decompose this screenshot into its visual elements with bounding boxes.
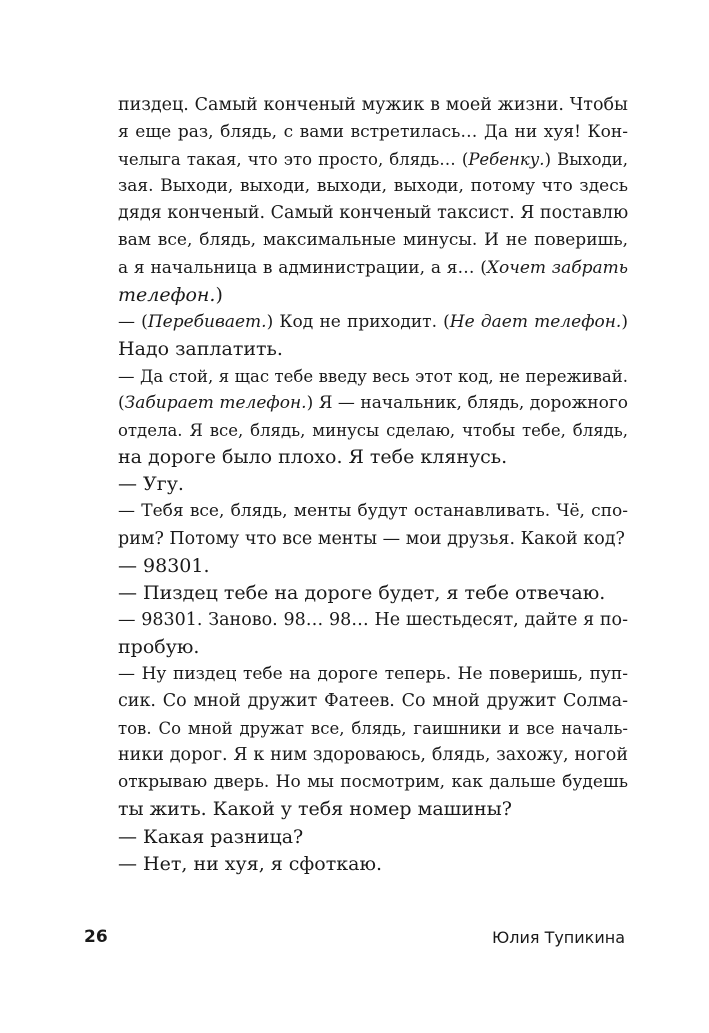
page-number: 26: [84, 927, 108, 947]
stage-direction: Ребенку.: [468, 150, 545, 170]
text-line: [118, 634, 628, 661]
text-segment: пробую.: [118, 635, 200, 658]
text-segment: — 98301.: [118, 554, 210, 577]
text-segment: пиздец. Самый конченый мужик в моей жизни. Чтобы: [118, 95, 628, 115]
text-segment: ) Я — начальник, блядь, дорожного: [306, 393, 628, 414]
running-footer-author: Юлия Тупикина: [491, 928, 625, 947]
text-line: [118, 444, 628, 471]
text-segment: — Пиздец тебе на дороге будет, я тебе отвечаю.: [118, 581, 606, 604]
body-text: [118, 92, 628, 878]
text-segment: Надо заплатить.: [118, 337, 283, 360]
text-line: [118, 607, 628, 634]
text-line: [118, 390, 628, 417]
text-line: [118, 417, 628, 444]
stage-direction: телефон.: [118, 283, 216, 306]
text-line: [118, 200, 628, 227]
text-segment: — Угу.: [118, 473, 184, 496]
text-line: [118, 119, 628, 146]
text-segment: ты жить. Какой у тебя номер машины?: [118, 798, 512, 821]
text-line: [118, 471, 628, 498]
text-segment: я еще раз, блядь, с вами встретилась… Да ни хуя! Кон-: [118, 122, 628, 143]
stage-direction: Не дает телефон.: [449, 311, 622, 332]
text-segment: зая. Выходи, выходи, выходи, выходи, потому что здесь: [118, 176, 628, 197]
text-line: [118, 769, 628, 796]
text-segment: — Да стой, я щас тебе введу весь этот код, не переживай.: [118, 366, 628, 386]
text-segment: — (: [118, 311, 148, 332]
text-segment: — Ну пиздец тебе на дороге теперь. Не поверишь, пуп-: [118, 663, 628, 684]
text-segment: рим? Потому что все менты — мои друзья. Какой код?: [118, 528, 625, 549]
text-segment: вам все, блядь, максимальные минусы. И не поверишь,: [118, 230, 628, 251]
text-segment: — Нет, ни хуя, я сфоткаю.: [118, 852, 383, 875]
stage-direction: Хочет забрать: [486, 257, 628, 278]
text-segment: ): [215, 283, 223, 306]
text-line: [118, 824, 628, 851]
text-line: [118, 742, 628, 769]
text-line: [118, 336, 628, 363]
text-line: [118, 553, 628, 580]
text-line: [118, 255, 628, 282]
text-segment: сик. Со мной дружит Фатеев. Со мной дружит Солма-: [118, 691, 628, 712]
text-line: [118, 715, 628, 742]
text-segment: (: [118, 393, 125, 414]
text-segment: — Тебя все, блядь, менты будут останавливать. Чё, спо-: [118, 501, 628, 522]
text-line: [118, 580, 628, 607]
text-line: [118, 282, 628, 309]
text-line: [118, 526, 628, 553]
text-segment: открываю дверь. Но мы посмотрим, как дальше будешь: [118, 772, 628, 793]
text-segment: а я начальница в администрации, а я… (: [118, 257, 487, 278]
stage-direction: Перебивает.: [147, 311, 267, 332]
text-line: [118, 92, 628, 119]
text-segment: челыга такая, что это просто, блядь… (: [118, 150, 469, 170]
stage-direction: Забирает телефон.: [124, 393, 307, 414]
text-line: [118, 309, 628, 336]
text-line: [118, 498, 628, 525]
text-line: [118, 227, 628, 254]
text-line: [118, 173, 628, 200]
text-line: [118, 661, 628, 688]
text-segment: на дороге было плохо. Я тебе клянусь.: [118, 446, 508, 469]
text-line: [118, 851, 628, 878]
text-line: [118, 146, 628, 173]
text-segment: дядя конченый. Самый конченый таксист. Я поставлю: [118, 203, 629, 224]
text-segment: ) Код не приходит. (: [266, 311, 450, 332]
text-segment: ники дорог. Я к ним здороваюсь, блядь, захожу, ногой: [118, 745, 628, 766]
text-line: [118, 688, 628, 715]
text-segment: ) Выходи,: [544, 150, 628, 170]
text-segment: ): [621, 311, 628, 332]
text-line: [118, 363, 628, 390]
text-segment: отдела. Я все, блядь, минусы сделаю, чтобы тебе, блядь,: [118, 421, 628, 441]
text-segment: тов. Со мной дружат все, блядь, гаишники и все началь-: [118, 719, 628, 739]
text-line: [118, 796, 628, 823]
text-segment: — 98301. Заново. 98… 98… Не шестьдесят, дайте я по-: [118, 609, 628, 630]
text-segment: — Какая разница?: [118, 825, 304, 848]
